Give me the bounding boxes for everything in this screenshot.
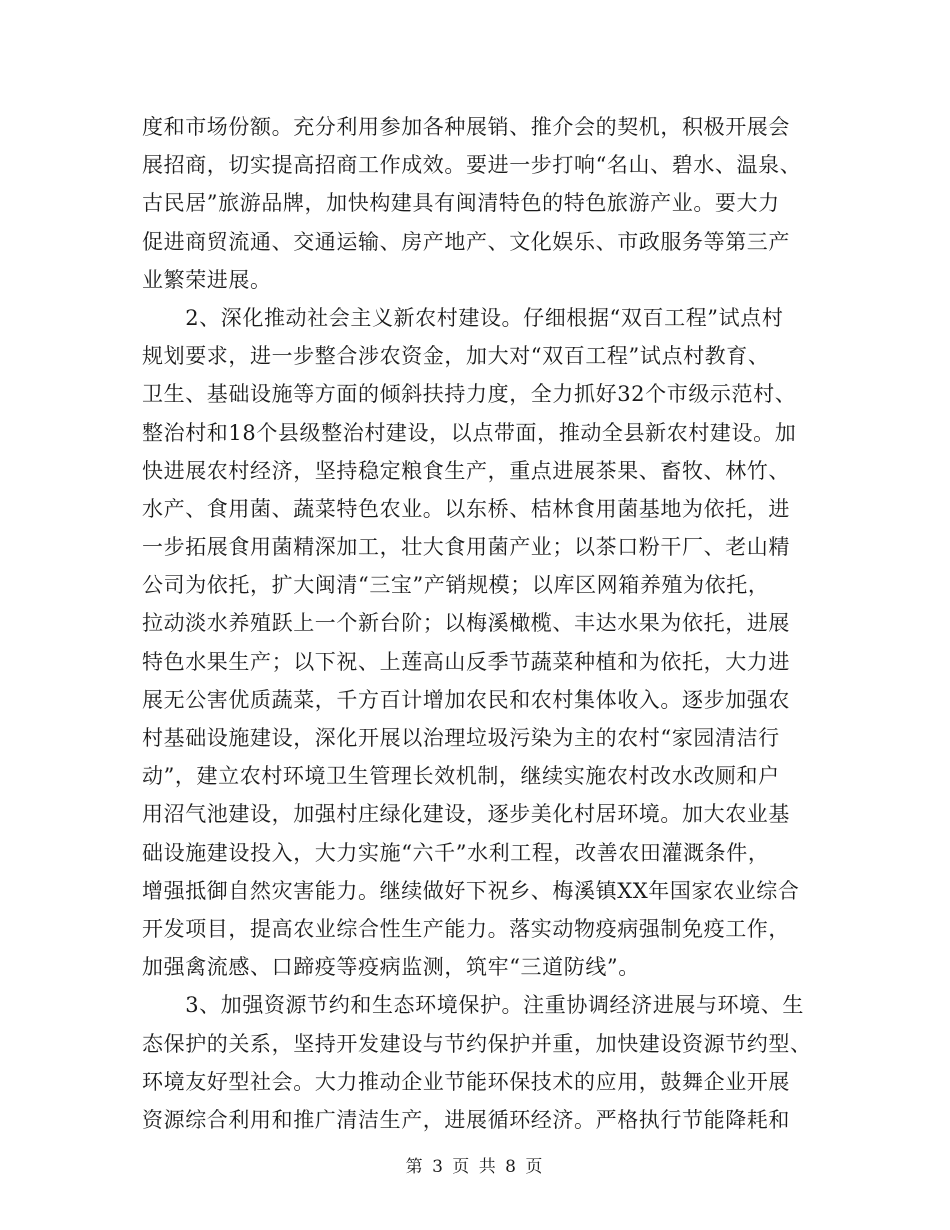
text-line: 促进商贸流通、交通运输、房产地产、文化娱乐、市政服务等第三产: [142, 229, 790, 254]
page-number-label: 第 3 页 共 8 页: [405, 1157, 545, 1177]
text-line: 村基础设施建设，深化开展以治理垃圾污染为主的农村“家园清洁行: [142, 726, 780, 750]
body-text: [142, 108, 812, 1139]
text-line: 增强抵御自然灾害能力。继续做好下祝乡、梅溪镇XX年国家农业综合: [142, 878, 800, 903]
text-line: 公司为依托，扩大闽清“三宝”产销规模；以库区网箱养殖为依托，: [142, 573, 770, 598]
text-line: 资源综合利用和推广清洁生产，进展循环经济。严格执行节能降耗和: [142, 1107, 790, 1132]
text-line: 础设施建设投入，大力实施“六千”水利工程，改善农田灌溉条件，: [142, 840, 770, 865]
text-line: 度和市场份额。充分利用参加各种展销、推介会的契机，积极开展会: [142, 115, 790, 139]
text-line: 展无公害优质蔬菜，千方百计增加农民和农村集体收入。逐步加强农: [142, 687, 790, 712]
text-line: 拉动淡水养殖跃上一个新台阶；以梅溪橄榄、丰达水果为依托，进展: [142, 611, 790, 636]
text-line: 2、深化推动社会主义新农村建设。仔细根据“双百工程”试点村: [142, 305, 784, 330]
text-line: 卫生、基础设施等方面的倾斜扶持力度，全力抓好32个市级示范村、: [142, 382, 797, 407]
text-line: 3、加强资源节约和生态环境保护。注重协调经济进展与环境、生: [142, 993, 804, 1018]
text-line: 快进展农村经济，坚持稳定粮食生产，重点进展茶果、畜牧、林竹、: [142, 458, 790, 483]
page-footer: [0, 1152, 950, 1177]
text-line: 用沼气池建设，加强村庄绿化建设，逐步美化村居环境。加大农业基: [142, 802, 790, 827]
text-line: 整治村和18个县级整治村建设，以点带面，推动全县新农村建设。加: [142, 420, 797, 445]
text-line: 水产、食用菌、蔬菜特色农业。以东桥、桔林食用菌基地为依托，进: [142, 496, 790, 521]
text-line: 开发项目，提高农业综合性生产能力。落实动物疫病强制免疫工作，: [142, 916, 790, 941]
text-line: 动”，建立农村环境卫生管理长效机制，继续实施农村改水改厕和户: [142, 764, 780, 789]
text-line: 环境友好型社会。大力推动企业节能环保技术的应用，鼓舞企业开展: [142, 1069, 790, 1094]
text-line: 展招商，切实提高招商工作成效。要进一步打响“名山、碧水、温泉、: [142, 153, 802, 178]
text-line: 规划要求，进一步整合涉农资金，加大对“双百工程”试点村教育、: [142, 344, 770, 369]
text-line: 一步拓展食用菌精深加工，壮大食用菌产业；以茶口粉干厂、老山精: [142, 535, 790, 560]
text-line: 加强禽流感、口蹄疫等疫病监测，筑牢“三道防线”。: [142, 955, 640, 980]
text-line: 态保护的关系，坚持开发建设与节约保护并重，加快建设资源节约型、: [142, 1031, 812, 1056]
text-line: 特色水果生产；以下祝、上莲高山反季节蔬菜种植和为依托，大力进: [142, 649, 790, 674]
text-line: 古民居”旅游品牌，加快构建具有闽清特色的特色旅游产业。要大力: [142, 191, 780, 216]
text-line: 业繁荣进展。: [142, 267, 272, 292]
